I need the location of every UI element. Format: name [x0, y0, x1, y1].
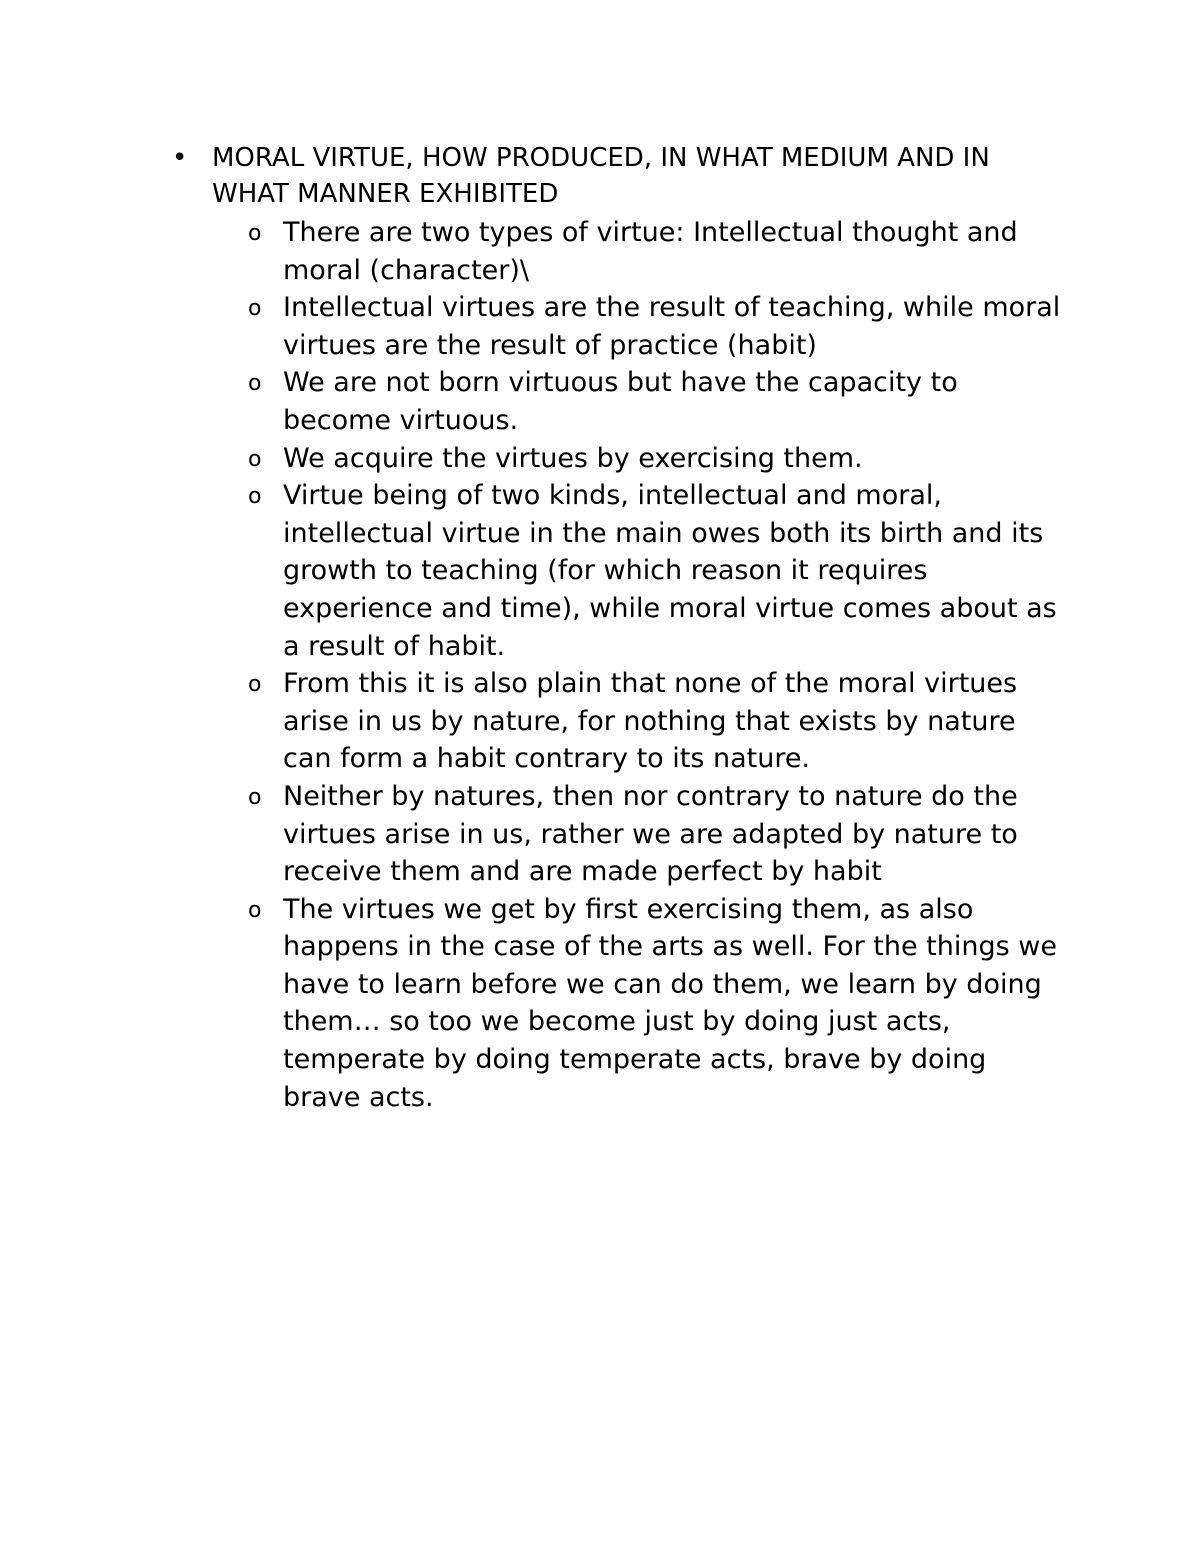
outline-heading-item: [172, 140, 1072, 1116]
list-item: [248, 364, 1072, 439]
outline-heading: MORAL VIRTUE, HOW PRODUCED, IN WHAT MEDIUM AND IN WHAT MANNER EXHIBITED: [212, 143, 990, 209]
list-item-text: Intellectual virtues are the result of teaching, while moral virtues are the result of practice (habit): [283, 292, 1061, 361]
outline-sublist: [248, 214, 1072, 1116]
list-item: [248, 778, 1072, 891]
sub-bullet-icon: o: [248, 371, 262, 397]
outline-list: [172, 140, 1072, 1116]
list-item-text: The virtues we get by first exercising them, as also happens in the case of the arts as well. For the things we have to learn before we can do them, we learn by doing them… so too we become just by doing just acts, temperate by doing temperate acts, brave by doing brave acts.: [283, 893, 1057, 1113]
sub-bullet-icon: o: [248, 672, 262, 698]
list-item-text: There are two types of virtue: Intellectual thought and moral (character)\: [283, 217, 1018, 286]
list-item-text: From this it is also plain that none of the moral virtues arise in us by nature, for nothing that exists by nature can form a habit contrary to its nature.: [283, 668, 1018, 775]
list-item: [248, 891, 1072, 1117]
bullet-icon: •: [172, 143, 188, 173]
list-item: [248, 477, 1072, 665]
list-item-text: We acquire the virtues by exercising them.: [283, 442, 863, 474]
sub-bullet-icon: o: [248, 296, 262, 322]
list-item: [248, 289, 1072, 364]
sub-bullet-icon: o: [248, 784, 262, 810]
sub-bullet-icon: o: [248, 446, 262, 472]
sub-bullet-icon: o: [248, 221, 262, 246]
list-item-text: Virtue being of two kinds, intellectual and moral, intellectual virtue in the main owes both its birth and its growth to teaching (for which reason it requires experience and time), while moral virtue comes about as a result of habit.: [283, 480, 1057, 662]
list-item: [248, 214, 1072, 289]
list-item-text: We are not born virtuous but have the capacity to become virtuous.: [283, 367, 958, 436]
list-item: [248, 665, 1072, 778]
list-item-text: Neither by natures, then nor contrary to nature do the virtues arise in us, rather we are adapted by nature to receive them and are made perfect by habit: [283, 780, 1018, 888]
sub-bullet-icon: o: [248, 484, 262, 510]
sub-bullet-icon: o: [248, 897, 262, 923]
list-item: [248, 440, 1072, 478]
